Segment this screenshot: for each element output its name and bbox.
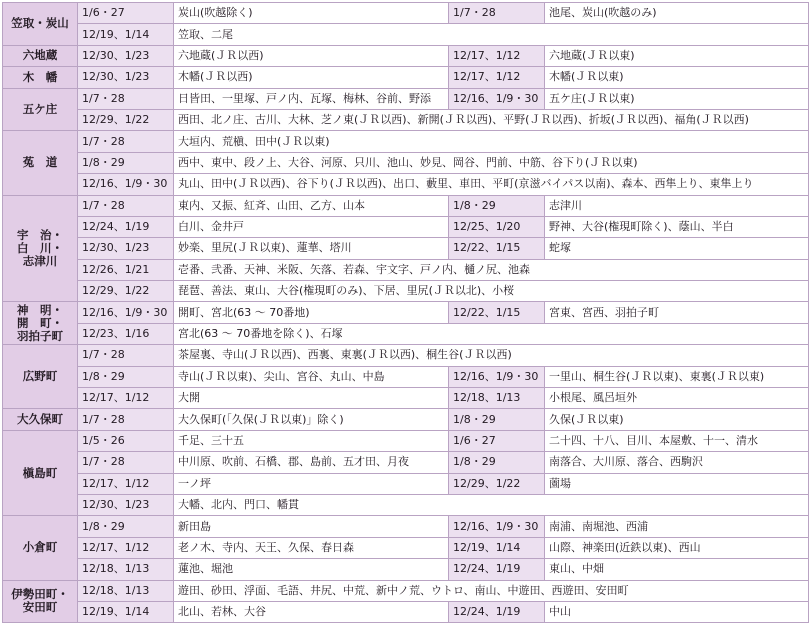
table-row [3, 24, 809, 45]
district-list-cell: 東内、又振、紅斉、山田、乙方、山本 [174, 195, 449, 216]
table-row [3, 452, 809, 473]
collection-date-cell: 12/29、1/22 [449, 473, 545, 494]
district-list-cell: 千足、三十五 [174, 430, 449, 451]
collection-date-cell: 12/17、1/12 [78, 388, 174, 409]
collection-date-cell: 1/7・28 [78, 452, 174, 473]
collection-date-cell: 1/7・28 [78, 409, 174, 430]
district-list-cell: 寺山(ＪＲ以東)、尖山、宮谷、丸山、中島 [174, 366, 449, 387]
collection-date-cell: 1/7・28 [78, 88, 174, 109]
table-row [3, 216, 809, 237]
area-name-cell: 小倉町 [3, 516, 78, 580]
table-row [3, 537, 809, 558]
collection-date-cell: 12/18、1/13 [78, 559, 174, 580]
collection-date-cell: 12/23、1/16 [78, 323, 174, 344]
district-list-cell: 宮東、宮西、羽拍子町 [545, 302, 809, 323]
collection-date-cell: 1/8・29 [449, 195, 545, 216]
table-row [3, 109, 809, 130]
collection-date-cell: 12/30、1/23 [78, 45, 174, 66]
district-list-cell: 白川、金井戸 [174, 216, 449, 237]
collection-date-cell: 12/19、1/14 [78, 24, 174, 45]
collection-date-cell: 12/17、1/12 [449, 45, 545, 66]
district-list-cell: 南浦、南堀池、西浦 [545, 516, 809, 537]
district-list-cell: 新田島 [174, 516, 449, 537]
table-row [3, 131, 809, 152]
area-name-cell: 菟 道 [3, 131, 78, 195]
table-row [3, 195, 809, 216]
table-row [3, 3, 809, 24]
table-row [3, 388, 809, 409]
table-row [3, 302, 809, 323]
collection-date-cell: 1/7・28 [449, 3, 545, 24]
area-name-cell: 木 幡 [3, 67, 78, 88]
table-row [3, 152, 809, 173]
schedule-table-container [2, 2, 808, 623]
district-list-cell: 大幡、北内、門口、幡貫 [174, 494, 809, 515]
collection-date-cell: 1/6・27 [449, 430, 545, 451]
district-list-cell: 二十四、十八、目川、本屋敷、十一、清水 [545, 430, 809, 451]
district-list-cell: 壱番、弐番、天神、米阪、矢落、若森、宇文字、戸ノ内、樋ノ尻、池森 [174, 259, 809, 280]
table-row [3, 323, 809, 344]
area-name-cell: 宇 治・ 白 川・ 志津川 [3, 195, 78, 302]
area-name-cell: 笠取・炭山 [3, 3, 78, 46]
table-row [3, 409, 809, 430]
district-list-cell: 中川原、吹前、石橋、郡、島前、五才田、月夜 [174, 452, 449, 473]
collection-date-cell: 1/8・29 [78, 516, 174, 537]
district-list-cell: 宮北(63 ～ 70番地を除く)、石塚 [174, 323, 809, 344]
area-name-cell: 五ケ庄 [3, 88, 78, 131]
collection-date-cell: 1/8・29 [449, 452, 545, 473]
district-list-cell: 木幡(ＪＲ以東) [545, 67, 809, 88]
district-list-cell: 妙楽、里尻(ＪＲ以東)、蓮華、塔川 [174, 238, 449, 259]
district-list-cell: 東山、中畑 [545, 559, 809, 580]
district-list-cell: 炭山(吹越除く) [174, 3, 449, 24]
district-list-cell: 大久保町(「久保(ＪＲ以東)」除く) [174, 409, 449, 430]
collection-date-cell: 12/24、1/19 [78, 216, 174, 237]
collection-date-cell: 12/19、1/14 [78, 601, 174, 622]
collection-date-cell: 12/19、1/14 [449, 537, 545, 558]
collection-date-cell: 12/24、1/19 [449, 559, 545, 580]
district-list-cell: 野神、大谷(権現町除く)、蔭山、半白 [545, 216, 809, 237]
collection-date-cell: 12/18、1/13 [78, 580, 174, 601]
table-row [3, 580, 809, 601]
district-list-cell: 中山 [545, 601, 809, 622]
table-row [3, 174, 809, 195]
table-row [3, 559, 809, 580]
collection-schedule-table [2, 2, 809, 623]
district-list-cell: 日皆田、一里塚、戸ノ内、瓦塚、梅林、谷前、野添 [174, 88, 449, 109]
district-list-cell: 一里山、桐生谷(ＪＲ以東)、東裏(ＪＲ以東) [545, 366, 809, 387]
collection-date-cell: 12/16、1/9・30 [449, 88, 545, 109]
district-list-cell: 久保(ＪＲ以東) [545, 409, 809, 430]
collection-date-cell: 12/17、1/12 [78, 473, 174, 494]
district-list-cell: 笠取、二尾 [174, 24, 809, 45]
district-list-cell: 五ケ庄(ＪＲ以東) [545, 88, 809, 109]
collection-date-cell: 1/6・27 [78, 3, 174, 24]
district-list-cell: 西中、東中、段ノ上、大谷、河原、只川、池山、妙見、岡谷、門前、中筋、谷下り(ＪＲ以東) [174, 152, 809, 173]
table-row [3, 45, 809, 66]
table-row [3, 494, 809, 515]
district-list-cell: 山際、神楽田(近鉄以東)、西山 [545, 537, 809, 558]
collection-date-cell: 12/16、1/9・30 [449, 516, 545, 537]
area-name-cell: 広野町 [3, 345, 78, 409]
collection-date-cell: 1/7・28 [78, 131, 174, 152]
district-list-cell: 老ノ木、寺内、天王、久保、春日森 [174, 537, 449, 558]
collection-date-cell: 12/30、1/23 [78, 67, 174, 88]
district-list-cell: 北山、若林、大谷 [174, 601, 449, 622]
collection-date-cell: 12/30、1/23 [78, 238, 174, 259]
table-row [3, 473, 809, 494]
district-list-cell: 薗場 [545, 473, 809, 494]
district-list-cell: 大開 [174, 388, 449, 409]
district-list-cell: 蛇塚 [545, 238, 809, 259]
district-list-cell: 蓮池、堀池 [174, 559, 449, 580]
table-row [3, 88, 809, 109]
collection-date-cell: 12/17、1/12 [78, 537, 174, 558]
collection-date-cell: 12/25、1/20 [449, 216, 545, 237]
collection-date-cell: 12/24、1/19 [449, 601, 545, 622]
district-list-cell: 小根尾、風呂垣外 [545, 388, 809, 409]
district-list-cell: 六地蔵(ＪＲ以西) [174, 45, 449, 66]
district-list-cell: 木幡(ＪＲ以西) [174, 67, 449, 88]
collection-date-cell: 1/8・29 [449, 409, 545, 430]
collection-date-cell: 1/7・28 [78, 345, 174, 366]
area-name-cell: 大久保町 [3, 409, 78, 430]
table-row [3, 366, 809, 387]
schedule-table-body [3, 3, 809, 623]
table-row [3, 281, 809, 302]
district-list-cell: 丸山、田中(ＪＲ以西)、谷下り(ＪＲ以西)、出口、藪里、車田、平町(京滋バイパス以南)、森本、西隼上り、東隼上り [174, 174, 809, 195]
area-name-cell: 槇島町 [3, 430, 78, 516]
area-name-cell: 伊勢田町・ 安田町 [3, 580, 78, 623]
collection-date-cell: 12/30、1/23 [78, 494, 174, 515]
collection-date-cell: 1/8・29 [78, 152, 174, 173]
district-list-cell: 茶屋裏、寺山(ＪＲ以西)、西裏、東裏(ＪＲ以西)、桐生谷(ＪＲ以西) [174, 345, 809, 366]
area-name-cell: 神 明・ 開 町・ 羽拍子町 [3, 302, 78, 345]
collection-date-cell: 1/5・26 [78, 430, 174, 451]
collection-date-cell: 1/8・29 [78, 366, 174, 387]
table-row [3, 345, 809, 366]
district-list-cell: 南落合、大川原、落合、西駒沢 [545, 452, 809, 473]
collection-date-cell: 12/29、1/22 [78, 109, 174, 130]
collection-date-cell: 12/22、1/15 [449, 302, 545, 323]
collection-date-cell: 12/16、1/9・30 [78, 174, 174, 195]
table-row [3, 430, 809, 451]
district-list-cell: 遊田、砂田、浮面、毛語、井尻、中荒、新中ノ荒、ウトロ、南山、中遊田、西遊田、安田町 [174, 580, 809, 601]
collection-date-cell: 1/7・28 [78, 195, 174, 216]
table-row [3, 67, 809, 88]
table-row [3, 259, 809, 280]
area-name-cell: 六地蔵 [3, 45, 78, 66]
collection-date-cell: 12/26、1/21 [78, 259, 174, 280]
district-list-cell: 西田、北ノ庄、古川、大林、芝ノ東(ＪＲ以西)、新開(ＪＲ以西)、平野(ＪＲ以西)、折坂(ＪＲ以西)、福角(ＪＲ以西) [174, 109, 809, 130]
table-row [3, 238, 809, 259]
table-row [3, 516, 809, 537]
district-list-cell: 志津川 [545, 195, 809, 216]
district-list-cell: 六地蔵(ＪＲ以東) [545, 45, 809, 66]
collection-date-cell: 12/16、1/9・30 [449, 366, 545, 387]
table-row [3, 601, 809, 622]
district-list-cell: 一ノ坪 [174, 473, 449, 494]
district-list-cell: 琵琶、善法、東山、大谷(権現町のみ)、下居、里尻(ＪＲ以北)、小桜 [174, 281, 809, 302]
district-list-cell: 大垣内、荒槇、田中(ＪＲ以東) [174, 131, 809, 152]
collection-date-cell: 12/29、1/22 [78, 281, 174, 302]
collection-date-cell: 12/22、1/15 [449, 238, 545, 259]
collection-date-cell: 12/17、1/12 [449, 67, 545, 88]
district-list-cell: 池尾、炭山(吹越のみ) [545, 3, 809, 24]
collection-date-cell: 12/16、1/9・30 [78, 302, 174, 323]
collection-date-cell: 12/18、1/13 [449, 388, 545, 409]
district-list-cell: 開町、宮北(63 ～ 70番地) [174, 302, 449, 323]
